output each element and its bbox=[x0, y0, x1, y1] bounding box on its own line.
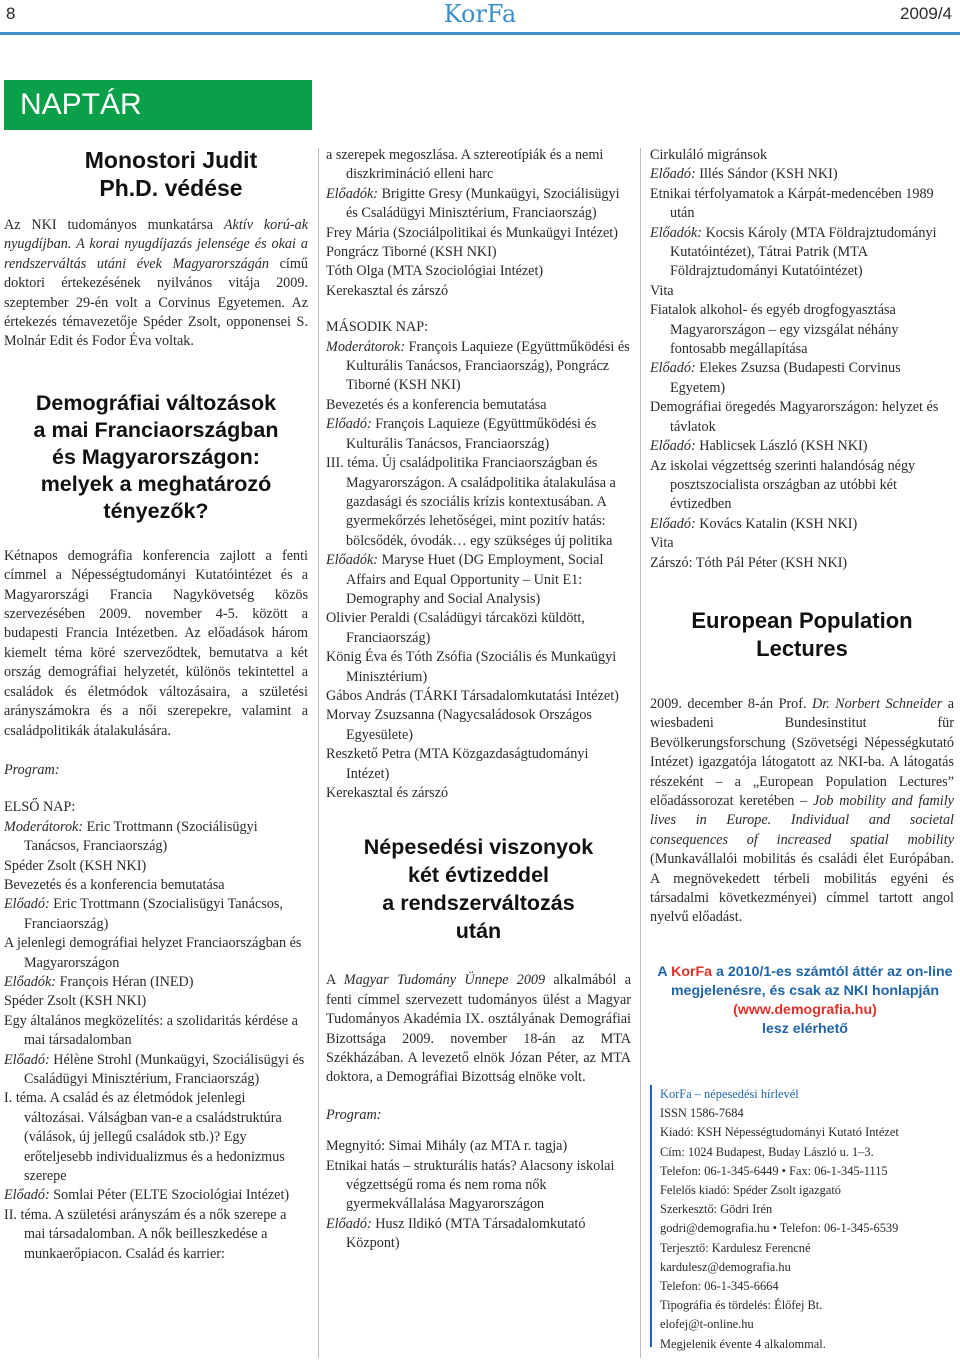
program-item bbox=[326, 243, 631, 262]
item-text: Illés Sándor (KSH NKI) bbox=[695, 166, 838, 183]
program-item bbox=[326, 1157, 631, 1215]
notice-text: A bbox=[657, 964, 672, 980]
imprint-line: Kiadó: KSH Népességtudományi Kutató Intézet bbox=[660, 1125, 899, 1140]
program-item bbox=[326, 338, 631, 396]
item-text: Morvay Zsuzsanna (Nagycsaládosok Országos Egyesülete) bbox=[326, 707, 592, 743]
title-line: a rendszerváltozás bbox=[382, 891, 575, 916]
program-list bbox=[326, 146, 631, 301]
notice-text: a 2010/1-es számtól áttér az on-line megjelenésre, és csak az NKI honlapján bbox=[670, 964, 953, 999]
program-item bbox=[4, 876, 308, 895]
program-item bbox=[326, 745, 631, 784]
item-text: François Laquieze (Együttműködési és Kulturális Tanácsos, Franciaország), Pongrácz Tiborné (KSH NKI) bbox=[346, 338, 630, 394]
program-item bbox=[326, 648, 631, 687]
title-line: Ph.D. védése bbox=[99, 175, 243, 201]
item-text: Tóth Olga (MTA Szociológiai Intézet) bbox=[326, 263, 544, 280]
item-text: Etnikai térfolyamatok a Kárpát-medencében 1989 után bbox=[650, 185, 934, 222]
program-item bbox=[326, 185, 631, 224]
day-one-label: ELSŐ NAP: bbox=[4, 799, 76, 816]
program-item bbox=[4, 857, 308, 876]
imprint-line: Tipográfia és tördelés: Élőfej Bt. bbox=[660, 1298, 823, 1313]
title-line: Monostori Judit bbox=[84, 147, 258, 173]
program-item bbox=[4, 973, 308, 992]
title-line: és Magyarországon: bbox=[52, 444, 260, 469]
program-item bbox=[326, 415, 631, 454]
item-text: Eric Trottmann (Szociálisügyi Tanácsos, Franciaország) bbox=[24, 818, 258, 855]
item-text: Eric Trottmann (Szocialisügyi Tanácsos, Franciaország) bbox=[24, 896, 283, 932]
imprint-title: KorFa – népesedési hírlevél bbox=[660, 1087, 799, 1101]
imprint-line: elofej@t-online.hu bbox=[660, 1317, 754, 1332]
notice-brand: KorFa bbox=[671, 964, 713, 980]
imprint-line: kardulesz@demografia.hu bbox=[660, 1259, 791, 1274]
item-text: François Héran (INED) bbox=[56, 973, 194, 990]
program-item bbox=[326, 551, 631, 609]
symposium-title bbox=[326, 833, 631, 945]
defense-title bbox=[34, 146, 308, 202]
program-item bbox=[326, 1137, 631, 1156]
column-1 bbox=[4, 146, 308, 1264]
program-item bbox=[650, 301, 954, 359]
symposium-intro bbox=[326, 971, 631, 1087]
column-3 bbox=[650, 146, 954, 928]
program-item bbox=[650, 515, 954, 534]
role-label: Moderátorok: bbox=[326, 338, 406, 355]
role-label: Előadók: bbox=[326, 552, 379, 569]
lectures-body bbox=[650, 695, 954, 928]
role-label: Előadók: bbox=[4, 973, 57, 990]
item-text: Spéder Zsolt (KSH NKI) bbox=[4, 857, 147, 874]
imprint-line: Megjelenik évente 4 alkalommal. bbox=[660, 1336, 826, 1351]
item-text: Spéder Zsolt (KSH NKI) bbox=[4, 993, 147, 1010]
role-label: Előadó: bbox=[650, 438, 696, 455]
program-item bbox=[326, 609, 631, 648]
text-span: a wiesbadeni Bundesinstitut für Bevölkerungsforschung (Szövetségi Népességkutató Intézet) igazgatója látogatott az NKI-ba. A látogatás részeként – a „European Population Lectures” előadássorozat keretében – bbox=[650, 695, 954, 809]
program-item bbox=[326, 784, 631, 803]
defense-intro bbox=[4, 216, 308, 352]
section-banner: NAPTÁR bbox=[4, 80, 312, 130]
role-label: Előadó: bbox=[4, 1051, 50, 1068]
program-item bbox=[4, 934, 308, 973]
program-list bbox=[326, 338, 631, 804]
title-line: a mai Franciaországban bbox=[33, 417, 279, 442]
item-text: Reszkető Petra (MTA Közgazdaságtudományi Intézet) bbox=[326, 746, 589, 782]
conference-title bbox=[4, 390, 308, 525]
day-two-label: MÁSODIK NAP: bbox=[326, 319, 429, 336]
online-notice bbox=[650, 963, 960, 1039]
item-text: Kerekasztal és zárszó bbox=[326, 282, 449, 299]
program-item bbox=[326, 1215, 631, 1254]
role-label: Moderátorok: bbox=[4, 818, 84, 835]
item-text: Pongrácz Tiborné (KSH NKI) bbox=[326, 244, 497, 261]
program-list bbox=[326, 1137, 631, 1253]
header-rule bbox=[0, 32, 960, 35]
page-number: 8 bbox=[6, 4, 16, 23]
event-name: Magyar Tudomány Ünnepe 2009 bbox=[343, 972, 546, 989]
program-item bbox=[4, 1206, 308, 1264]
item-text: A jelenlegi demográfiai helyzet Franciaországban és Magyarországon bbox=[4, 935, 302, 971]
program-item bbox=[326, 224, 631, 243]
item-text: Gábos András (TÁRKI Társadalomkutatási Intézet) bbox=[326, 687, 619, 704]
text-span: Az NKI tudományos munkatársa bbox=[4, 217, 224, 233]
program-item bbox=[326, 396, 631, 415]
title-line: tényezők? bbox=[103, 498, 209, 523]
item-text: Kerekasztal és zárszó bbox=[326, 785, 449, 801]
role-label: Előadó: bbox=[650, 166, 696, 183]
program-item bbox=[4, 992, 308, 1011]
program-item bbox=[326, 687, 631, 706]
item-text: Zárszó: Tóth Pál Péter (KSH NKI) bbox=[650, 554, 848, 571]
item-text: Az iskolai végzettség szerinti halandóság négy posztszocialista országban az utóbbi két évtizedben bbox=[650, 457, 916, 513]
title-line: melyek a meghatározó bbox=[40, 471, 272, 496]
program-item bbox=[650, 165, 954, 184]
item-text: Brigitte Gresy (Munkaügyi, Szociálisügyi és Családügyi Minisztérium, Franciaország) bbox=[346, 185, 620, 222]
lecture-title: Job mobility and family lives in Europe. Individual and societal consequences of increased spatial mobility bbox=[650, 792, 954, 848]
text-span: alkalmából a fenti címmel szervezett tudományos ülést a Magyar Tudományos Akadémia IX. osztályának Demográfiai Bizottsága 2009. november 18-án az MTA Székházában. A levezető elnök Józan Péter, az MTA doktora, a Demográfiai Bizottság elnöke volt. bbox=[326, 972, 631, 1086]
item-text: Kovács Katalin (KSH NKI) bbox=[695, 515, 858, 532]
title-line: Népesedési viszonyok bbox=[363, 835, 594, 860]
item-text: III. téma. Új családpolitika Franciaországban és Magyarországon. A családpolitika átalakulása a gazdasági és szociális krízis kontextusában. A gyermekőrzés lehetőségei, mint pozitív hatás: bölcsődék, óvodák… egy szükséges új politika bbox=[326, 455, 616, 549]
title-line: Lectures bbox=[756, 635, 848, 661]
item-text: I. téma. A család és az életmódok jelenlegi változásai. Válságban van-e a családstruktúra (válások, új jellegű családok stb.)? Egy erőteljesebb individualizmus és a hedonizmus szerepe bbox=[4, 1090, 285, 1185]
item-text: Bevezetés és a konferencia bemutatása bbox=[4, 876, 225, 893]
program-item bbox=[650, 554, 954, 573]
role-label: Előadó: bbox=[650, 360, 696, 377]
item-text: Vita bbox=[650, 535, 674, 552]
program-item bbox=[326, 282, 631, 301]
program-item bbox=[650, 398, 954, 437]
item-text: Frey Mária (Szociálpolitikai és Munkaügyi Intézet) bbox=[326, 224, 618, 241]
imprint-line: Terjesztő: Kardulesz Ferencné bbox=[660, 1240, 811, 1255]
imprint-line: godri@demografia.hu • Telefon: 06-1-345-6539 bbox=[660, 1221, 899, 1236]
program-item bbox=[4, 1051, 308, 1090]
program-item bbox=[650, 185, 954, 224]
program-item bbox=[4, 895, 308, 934]
item-text: Megnyitó: Simai Mihály (az MTA r. tagja) bbox=[326, 1138, 568, 1155]
program-item bbox=[326, 706, 631, 745]
title-line: után bbox=[455, 919, 502, 944]
program-label: Program: bbox=[4, 761, 60, 778]
item-text: Hablicsek László (KSH NKI) bbox=[695, 438, 868, 455]
program-item bbox=[4, 818, 308, 857]
program-list bbox=[4, 818, 308, 1264]
item-text: II. téma. A születési arányszám és a nők szerepe a mai társadalomban. A nők beilleszkedése a munkaerőpiacon. Család és karrier: bbox=[4, 1206, 287, 1262]
program-item bbox=[650, 457, 954, 515]
item-text: Bevezetés és a konferencia bemutatása bbox=[326, 396, 547, 413]
korfa-logo: KorFa bbox=[443, 0, 517, 28]
thesis-title: Aktív korú-ak nyugdíjban. A korai nyugdíjazás jelensége és okai a rendszerváltás utáni évek Magyarországán bbox=[4, 217, 308, 272]
website-link[interactable]: (www.demografia.hu) bbox=[733, 1002, 877, 1018]
role-label: Előadók: bbox=[650, 224, 703, 241]
program-item bbox=[4, 1186, 308, 1205]
item-text: Demográfiai öregedés Magyarországon: helyzet és távlatok bbox=[650, 399, 939, 435]
item-text: Cirkuláló migránsok bbox=[650, 147, 768, 163]
imprint-box bbox=[650, 1085, 960, 1351]
program-item bbox=[4, 1012, 308, 1051]
imprint-line: Telefon: 06-1-345-6449 • Fax: 06-1-345-1115 bbox=[660, 1163, 888, 1178]
item-text: Somlai Péter (ELTE Szociológiai Intézet) bbox=[49, 1187, 290, 1204]
imprint-line: ISSN 1586-7684 bbox=[660, 1106, 744, 1121]
imprint-line: Telefon: 06-1-345-6664 bbox=[660, 1279, 779, 1294]
item-text: Fiatalok alkohol- és egyéb drogfogyasztása Magyarországon – egy vizsgálat néhány fontosabb megállapítása bbox=[650, 302, 899, 358]
title-line: European Population bbox=[691, 607, 913, 633]
program-list bbox=[650, 146, 954, 573]
program-item bbox=[650, 359, 954, 398]
item-text: Etnikai hatás – strukturális hatás? Alacsony iskolai végzettségű roma és nem roma nők gyermekvállalása Magyarországon bbox=[326, 1157, 615, 1213]
text-span: A bbox=[326, 972, 344, 989]
item-text: Hélène Strohl (Munkaügyi, Szociálisügyi és Családügyi Minisztérium, Franciaország) bbox=[24, 1051, 305, 1087]
program-item bbox=[4, 1089, 308, 1186]
item-text: Egy általános megközelítés: a szolidaritás kérdése a mai társadalomban bbox=[4, 1012, 298, 1049]
title-line: két évtizeddel bbox=[408, 863, 549, 888]
role-label: Előadó: bbox=[326, 416, 372, 433]
column-2 bbox=[326, 146, 631, 1254]
role-label: Előadó: bbox=[4, 896, 50, 913]
program-item bbox=[650, 146, 954, 165]
imprint-line: Cím: 1024 Budapest, Buday László u. 1–3. bbox=[660, 1144, 874, 1159]
notice-text: lesz elérhető bbox=[762, 1021, 848, 1037]
program-item bbox=[650, 282, 954, 301]
item-text: König Éva és Tóth Zsófia (Szociális és Munkaügyi Minisztérium) bbox=[326, 649, 617, 685]
page-header bbox=[0, 0, 960, 30]
title-line: Demográfiai változások bbox=[35, 390, 277, 415]
role-label: Előadó: bbox=[326, 1215, 372, 1232]
program-item bbox=[326, 262, 631, 281]
program-item bbox=[326, 454, 631, 551]
conference-body: Kétnapos demográfia konferencia zajlott a fenti címmel a Népességtudományi Kutatóintézet és a Magyarországi Francia Nagykövetség közös szervezésében 2009. november 4-5. között a budapesti Francia Intézetben. Az előadások három kiemelt téma köré szerveződtek, bemutatva a két ország demográfiai helyzetét, különös tekintettel a családok és életmódok változásaira, a születési arányszámokra és a női szerepekre, valamint a családpolitikák átalakulására. bbox=[4, 547, 308, 739]
item-text: Maryse Huet (DG Employment, Social Affairs and Equal Opportunity – Unit E1: Demography and Social Analysis) bbox=[346, 552, 604, 607]
imprint-line: Szerkesztő: Gödri Irén bbox=[660, 1202, 773, 1217]
item-text: Kocsis Károly (MTA Földrajztudományi Kutatóintézet), Tátrai Patrik (MTA Földrajztudományi Kutatóintézet) bbox=[670, 224, 937, 280]
item-text: Husz Ildikó (MTA Társadalomkutató Központ) bbox=[346, 1215, 586, 1252]
item-text: François Laquieze (Együttműködési és Kulturális Tanácsos, Franciaország) bbox=[346, 416, 597, 452]
item-text: Vita bbox=[650, 282, 674, 299]
item-text: a szerepek megoszlása. A sztereotípiák és a nemi diszkrimináció elleni harc bbox=[326, 147, 604, 183]
program-item bbox=[650, 224, 954, 282]
role-label: Előadó: bbox=[4, 1187, 50, 1204]
issue-number: 2009/4 bbox=[900, 4, 952, 23]
column-divider bbox=[640, 148, 641, 1358]
speaker-name: Dr. Norbert Schneider bbox=[811, 695, 943, 712]
item-text: Olivier Peraldi (Családügyi tárcaközi küldött, Franciaország) bbox=[326, 610, 585, 646]
item-text: Elekes Zsuzsa (Budapesti Corvinus Egyetem) bbox=[670, 360, 901, 396]
program-item bbox=[650, 437, 954, 456]
text-span: 2009. december 8-án Prof. bbox=[650, 695, 812, 712]
text-span: (Munkavállalói mobilitás és családi élet Európában. A megnövekedett térbeli mobilitás egyéni és társadalmi következményei) címmel tartott angol nyelvű előadást. bbox=[650, 851, 954, 926]
imprint-line: Felelős kiadó: Spéder Zsolt igazgató bbox=[660, 1183, 842, 1198]
role-label: Előadók: bbox=[326, 185, 379, 202]
program-item bbox=[326, 146, 631, 185]
lectures-title bbox=[650, 607, 954, 663]
role-label: Előadó: bbox=[650, 515, 696, 532]
program-label: Program: bbox=[326, 1106, 382, 1123]
program-item bbox=[650, 534, 954, 553]
text-span: című doktori értekezésének nyilvános vitája 2009. szeptember 29-én volt a Corvinus Egyetemen. Az értekezés témavezetője Spéder Zsolt, opponensei S. Molnár Edit és Fodor Éva voltak. bbox=[4, 255, 308, 350]
column-divider bbox=[318, 148, 319, 1358]
